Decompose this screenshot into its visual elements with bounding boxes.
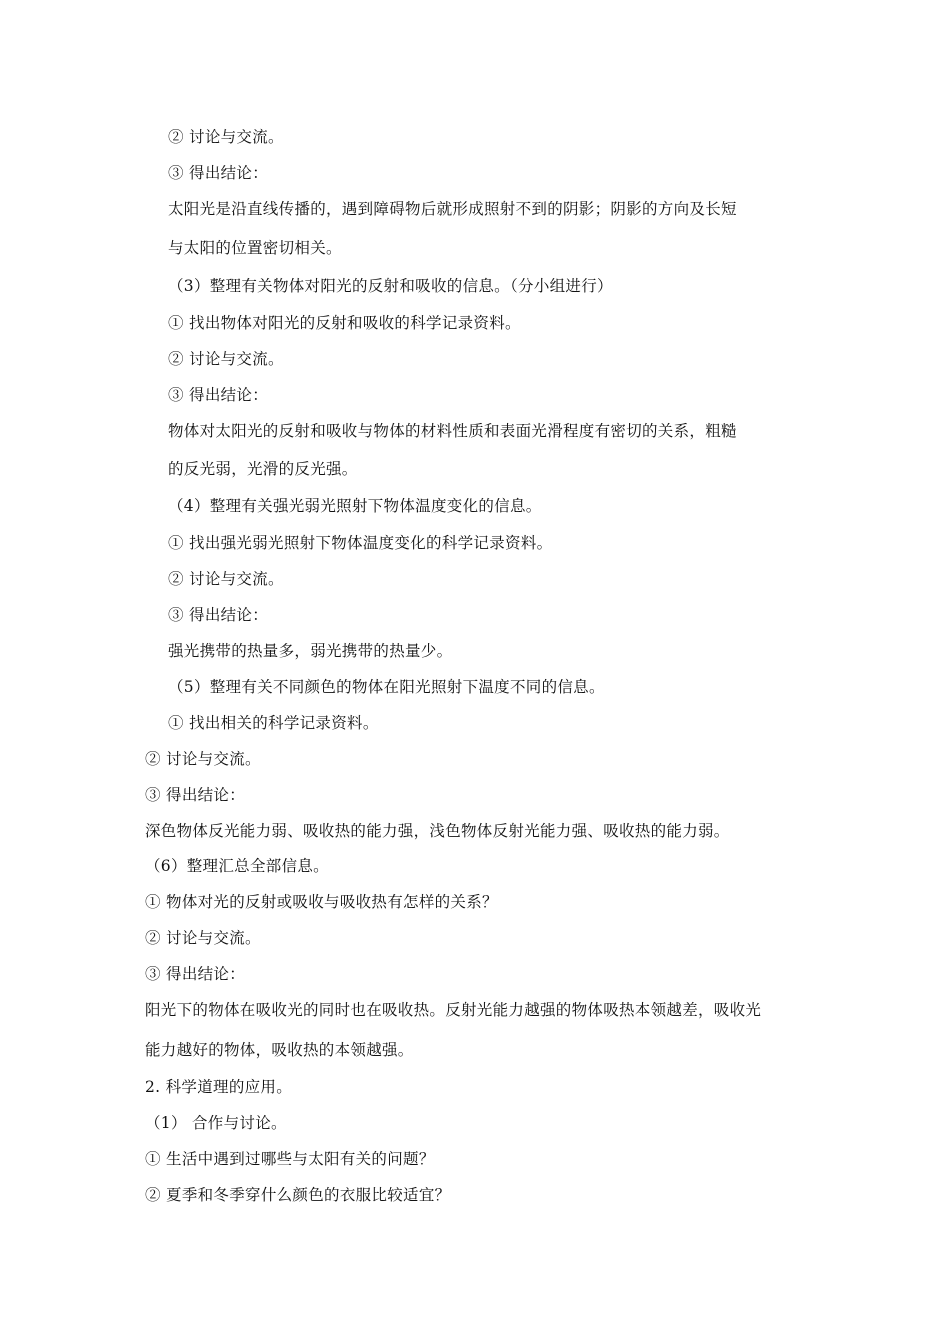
text-line: ① 找出强光弱光照射下物体温度变化的科学记录资料。 — [168, 534, 553, 552]
text-line: ② 讨论与交流。 — [145, 929, 261, 947]
text-line: ② 讨论与交流。 — [168, 570, 284, 588]
text-line: ① 找出物体对阳光的反射和吸收的科学记录资料。 — [168, 314, 521, 332]
text-line: 强光携带的热量多，弱光携带的热量少。 — [168, 642, 453, 660]
text-line: ③ 得出结论： — [168, 164, 269, 182]
text-line: 太阳光是沿直线传播的，遇到障碍物后就形成照射不到的阴影；阴影的方向及长短 — [168, 200, 737, 218]
text-line: ③ 得出结论： — [145, 965, 246, 983]
text-line: ① 生活中遇到过哪些与太阳有关的问题？ — [145, 1150, 435, 1168]
text-line: ③ 得出结论： — [168, 386, 269, 404]
section-heading: （6）整理汇总全部信息。 — [145, 857, 329, 875]
text-line: ② 讨论与交流。 — [145, 750, 261, 768]
text-line: 物体对太阳光的反射和吸收与物体的材料性质和表面光滑程度有密切的关系，粗糙 — [168, 422, 737, 440]
section-heading: （4）整理有关强光弱光照射下物体温度变化的信息。 — [168, 497, 542, 515]
section-heading: （5）整理有关不同颜色的物体在阳光照射下温度不同的信息。 — [168, 678, 605, 696]
text-line: 与太阳的位置密切相关。 — [168, 239, 342, 257]
section-heading: （3）整理有关物体对阳光的反射和吸收的信息。（分小组进行） — [168, 277, 613, 295]
text-line: ③ 得出结论： — [168, 606, 269, 624]
text-line: ② 讨论与交流。 — [168, 350, 284, 368]
text-line: 阳光下的物体在吸收光的同时也在吸收热。反射光能力越强的物体吸热本领越差，吸收光 — [145, 1001, 762, 1019]
section-heading: 2. 科学道理的应用。 — [145, 1078, 293, 1096]
text-line: ① 物体对光的反射或吸收与吸收热有怎样的关系？ — [145, 893, 498, 911]
text-line: ① 找出相关的科学记录资料。 — [168, 714, 379, 732]
text-line: ② 讨论与交流。 — [168, 128, 284, 146]
section-heading: （1） 合作与讨论。 — [145, 1114, 287, 1132]
text-line: 能力越好的物体，吸收热的本领越强。 — [145, 1041, 414, 1059]
text-line: ③ 得出结论： — [145, 786, 246, 804]
text-line: 的反光弱，光滑的反光强。 — [168, 460, 358, 478]
text-line: 深色物体反光能力弱、吸收热的能力强，浅色物体反射光能力强、吸收热的能力弱。 — [145, 822, 730, 840]
text-line: ② 夏季和冬季穿什么颜色的衣服比较适宜？ — [145, 1186, 451, 1204]
